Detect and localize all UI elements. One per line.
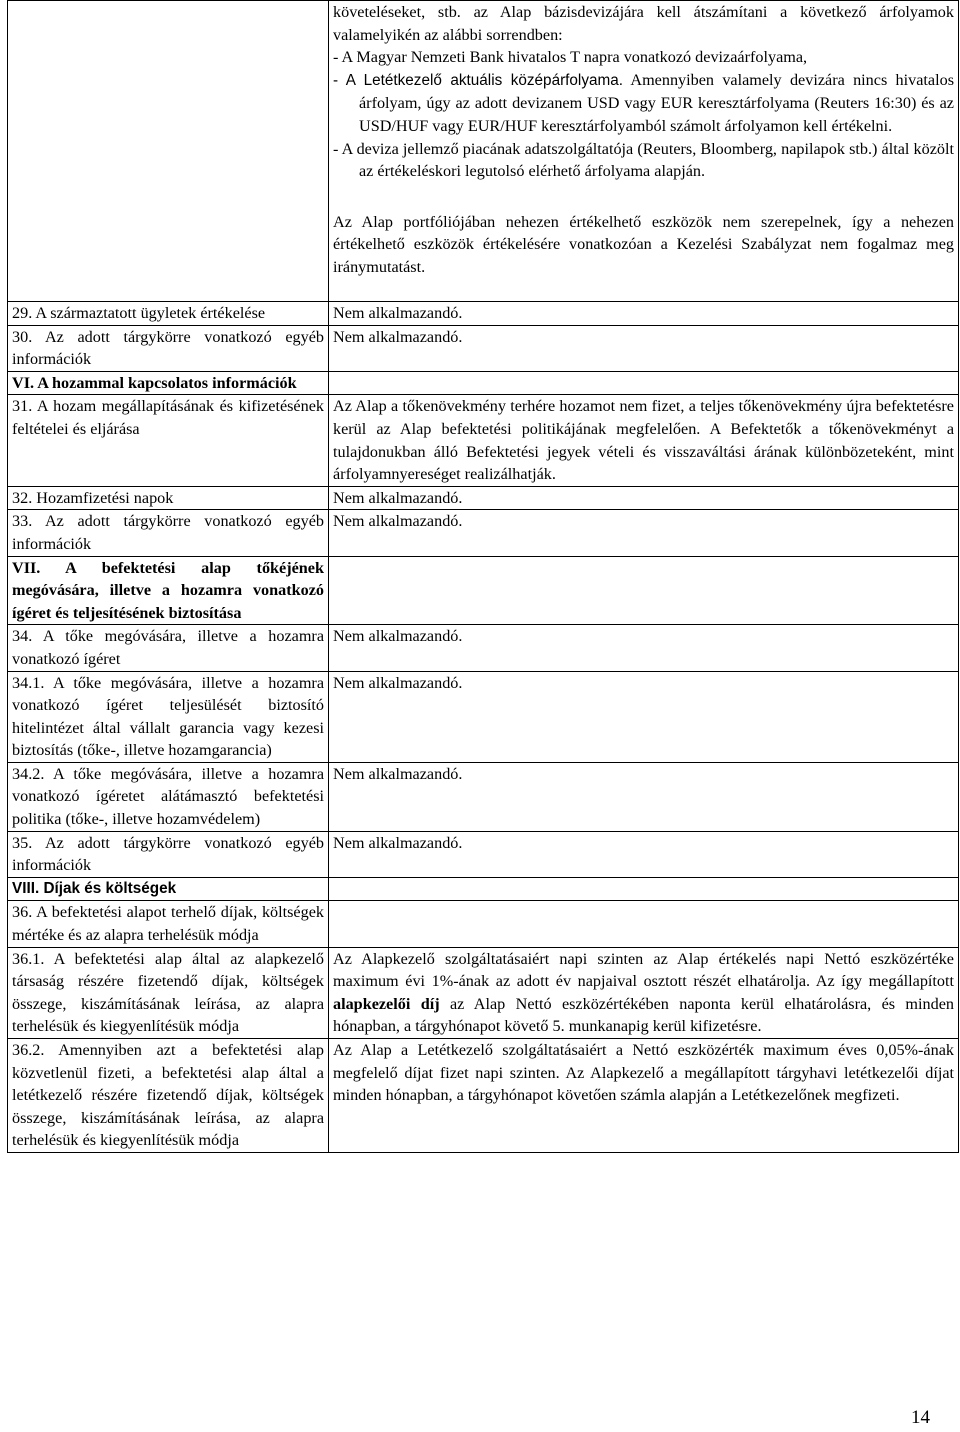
section-vii-heading: VII. A befektetési alap tőkéjének megóvására, illetve a hozamra vonatkozó ígéret és teljesítésének biztosítása bbox=[8, 556, 329, 625]
row-36-label: 36. A befektetési alapot terhelő díjak, költségek mértéke és az alapra terhelésük módja bbox=[8, 901, 329, 947]
row-36-empty bbox=[329, 901, 959, 947]
table-row bbox=[8, 1, 959, 302]
row-36-2-value: Az Alap a Letétkezelő szolgáltatásaiért a Nettó eszközérték maximum éves 0,05%-ának megfelelő díjat fizet napi szinten. Az Alapkezelő a megállapított tárgyhavi letétkezelői díjat minden hónapban, a tárgyhónapot követően számla alapján a Letétkezelőnek megfizeti. bbox=[329, 1039, 959, 1153]
table-row bbox=[8, 947, 959, 1038]
row-34-1-value: Nem alkalmazandó. bbox=[329, 671, 959, 762]
table-row bbox=[8, 831, 959, 877]
hard-to-value-text: Az Alap portfóliójában nehezen értékelhető eszközök nem szerepelnek, így a nehezen értékelhető eszközök értékelésére vonatkozóan a Kezelési Szabályzat nem fogalmaz meg iránymutatást. bbox=[333, 212, 954, 276]
document-table bbox=[7, 0, 959, 1153]
table-row bbox=[8, 371, 959, 395]
row-35-value: Nem alkalmazandó. bbox=[329, 831, 959, 877]
row-31-value: Az Alap a tőkenövekmény terhére hozamot nem fizet, a teljes tőkenövekmény újra befektetésre kerül az Alap befektetési politikájának megfelelően. A Befektetők a tőkenövekményt a tulajdonukban álló Befektetési jegyek vételi és visszaváltási árának különbözeteként, mint árfolyamnyereséget realizálhatják. bbox=[329, 395, 959, 486]
table-row bbox=[8, 486, 959, 510]
row-30-label: 30. Az adott tárgykörre vonatkozó egyéb információk bbox=[8, 325, 329, 371]
row-32-value: Nem alkalmazandó. bbox=[329, 486, 959, 510]
management-fee-text-b: az Alap Nettó eszközértékében naponta kerül elhatárolásra, és minden hónapban, a tárgyhónapot követő 5. munkanapig kerül kifizetésre. bbox=[333, 994, 954, 1036]
table-row bbox=[8, 1039, 959, 1153]
section-viii-heading: VIII. Díjak és költségek bbox=[8, 877, 329, 901]
row-35-label: 35. Az adott tárgykörre vonatkozó egyéb információk bbox=[8, 831, 329, 877]
section-vi-heading: VI. A hozammal kapcsolatos információk bbox=[8, 371, 329, 395]
table-row bbox=[8, 671, 959, 762]
table-row bbox=[8, 762, 959, 831]
table-row bbox=[8, 395, 959, 486]
table-row bbox=[8, 901, 959, 947]
valuation-bullet-custodian bbox=[333, 69, 954, 138]
section-vi-empty bbox=[329, 371, 959, 395]
management-fee-text-a: Az Alapkezelő szolgáltatásaiért napi szinten az Alap értékelés napi Nettó eszközértéke maximum évi 1%-ának az adott év napjaival osztott részét elhatárolja. Az így megállapított bbox=[333, 949, 954, 991]
table-row bbox=[8, 510, 959, 556]
row-31-label: 31. A hozam megállapításának és kifizetésének feltételei és eljárása bbox=[8, 395, 329, 486]
custodian-rate-text: - A Letétkezelő aktuális középárfolyama. bbox=[333, 71, 623, 89]
row-34-2-value: Nem alkalmazandó. bbox=[329, 762, 959, 831]
table-row bbox=[8, 625, 959, 671]
management-fee-term: alapkezelői díj bbox=[333, 994, 440, 1013]
table-row bbox=[8, 877, 959, 901]
row-30-value: Nem alkalmazandó. bbox=[329, 325, 959, 371]
row-36-1-label: 36.1. A befektetési alap által az alapkezelő társaság részére fizetendő díjak, költségek összege, kiszámításának leírása, az alapra terhelésük és kiegyenlítésük módja bbox=[8, 947, 329, 1038]
row-34-2-label: 34.2. A tőke megóvására, illetve a hozamra vonatkozó ígéretet alátámasztó befektetési politika (tőke-, illetve hozamvédelem) bbox=[8, 762, 329, 831]
table-row bbox=[8, 556, 959, 625]
row-34-label: 34. A tőke megóvására, illetve a hozamra vonatkozó ígéret bbox=[8, 625, 329, 671]
row-29-value: Nem alkalmazandó. bbox=[329, 302, 959, 326]
cross-rate-text: Amennyiben valamely devizára nincs hivatalos árfolyam, úgy az adott devizanem USD vagy EUR keresztárfolyama (Reuters 16:30) és az USD/HUF vagy EUR/HUF keresztárfolyamból számolt árfolyamon kell értékelni. bbox=[359, 70, 954, 135]
section-vii-empty bbox=[329, 556, 959, 625]
section-viii-empty bbox=[329, 877, 959, 901]
valuation-bullet-mnb: - A Magyar Nemzeti Bank hivatalos T napra vonatkozó devizaárfolyama, bbox=[333, 48, 808, 67]
valuation-bullet-data-provider: - A deviza jellemző piacának adatszolgáltatója (Reuters, Bloomberg, napilapok stb.) által közölt az értékeléskori legutolsó elérhető árfolyama alapján. bbox=[333, 139, 954, 181]
table-row bbox=[8, 302, 959, 326]
label-cell-empty bbox=[8, 1, 329, 302]
valuation-text-cell bbox=[329, 1, 959, 302]
row-36-2-label: 36.2. Amennyiben azt a befektetési alap közvetlenül fizeti, a befektetési alap által a letétkezelő részére fizetendő díjak, költségek összege, kiszámításának leírása, az alapra terhelésük és kiegyenlítésük módja bbox=[8, 1039, 329, 1153]
row-29-label: 29. A származtatott ügyletek értékelése bbox=[8, 302, 329, 326]
row-34-1-label: 34.1. A tőke megóvására, illetve a hozamra vonatkozó ígéret teljesülését biztosító hitelintézet által vállalt garancia vagy kezesi biztosítás (tőke-, illetve hozamgarancia) bbox=[8, 671, 329, 762]
row-36-1-value bbox=[329, 947, 959, 1038]
row-32-label: 32. Hozamfizetési napok bbox=[8, 486, 329, 510]
valuation-text-intro: követeléseket, stb. az Alap bázisdevizájára kell átszámítani a következő árfolyamok valamelyikén az alábbi sorrendben: bbox=[333, 3, 954, 44]
row-33-value: Nem alkalmazandó. bbox=[329, 510, 959, 556]
table-row bbox=[8, 325, 959, 371]
row-33-label: 33. Az adott tárgykörre vonatkozó egyéb információk bbox=[8, 510, 329, 556]
row-34-value: Nem alkalmazandó. bbox=[329, 625, 959, 671]
page-number: 14 bbox=[911, 1407, 930, 1428]
